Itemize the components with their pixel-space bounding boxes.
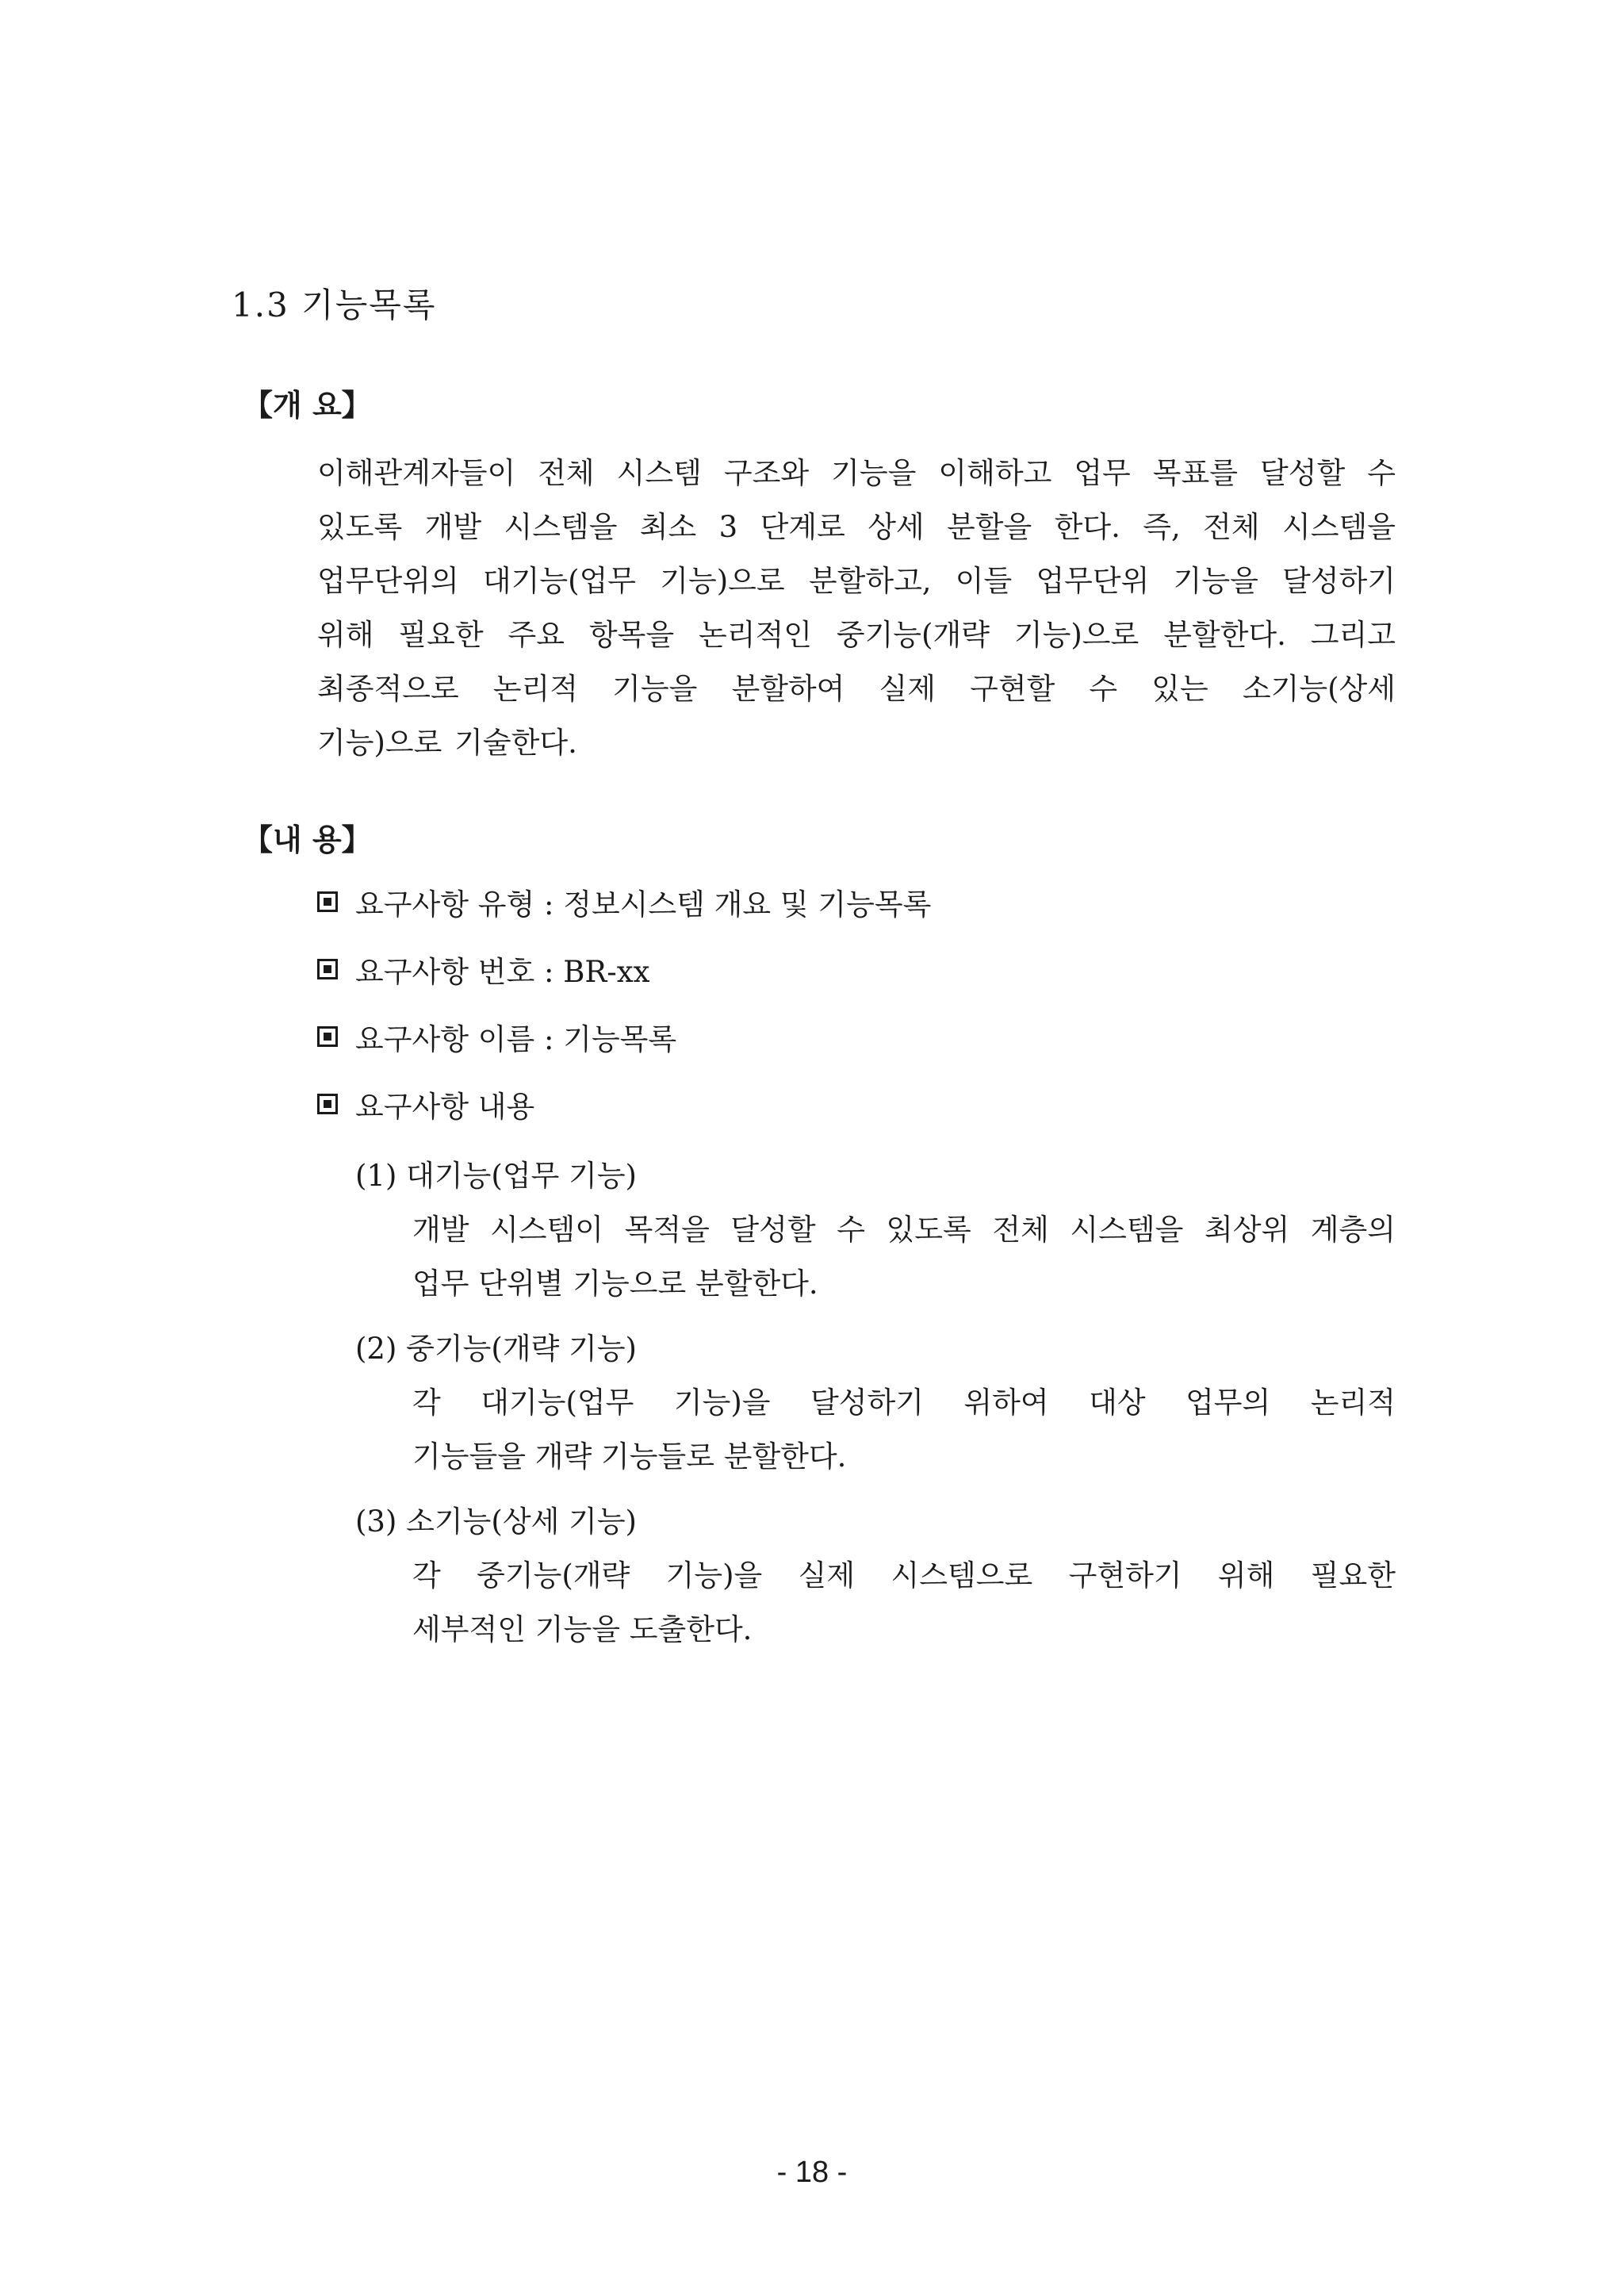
section-title: 1.3 기능목록 (232, 286, 437, 324)
overview-line: 위해 필요한 주요 항목을 논리적인 중기능(개략 기능)으로 분할한다. 그리고 (317, 618, 1396, 652)
overview-line: 있도록 개발 시스템을 최소 3 단계로 상세 분할을 한다. 즉, 전체 시스템을 (317, 510, 1396, 544)
bullet-text: 요구사항 유형 : 정보시스템 개요 및 기능목록 (355, 887, 932, 922)
square-bullet-icon (317, 959, 338, 979)
sub-item-line: 각 대기능(업무 기능)을 달성하기 위하여 대상 업무의 논리적 (412, 1386, 1396, 1420)
bullet-text: 요구사항 내용 (355, 1090, 535, 1124)
content-heading: 【내 용】 (243, 822, 372, 857)
sub-item-line: 개발 시스템이 목적을 달성할 수 있도록 전체 시스템을 최상위 계층의 (412, 1213, 1396, 1247)
sub-item-line: 기능들을 개략 기능들로 분할한다. (412, 1439, 847, 1474)
overview-line: 최종적으로 논리적 기능을 분할하여 실제 구현할 수 있는 소기능(상세 (317, 672, 1396, 706)
sub-item-line: 각 중기능(개략 기능)을 실제 시스템으로 구현하기 위해 필요한 (412, 1558, 1396, 1593)
overview-heading: 【개 요】 (243, 387, 372, 423)
page-number: - 18 - (776, 2156, 848, 2189)
sub-item-heading: (1) 대기능(업무 기능) (355, 1159, 637, 1193)
bullet-item (317, 1015, 676, 1058)
sub-item-heading: (2) 중기능(개략 기능) (355, 1332, 637, 1366)
bullet-item (317, 948, 650, 991)
bullet-text: 요구사항 번호 : BR-xx (355, 955, 650, 989)
bullet-item (317, 1083, 534, 1125)
overview-line: 업무단위의 대기능(업무 기능)으로 분할하고, 이들 업무단위 기능을 달성하기 (317, 564, 1396, 598)
overview-line: 기능)으로 기술한다. (317, 726, 577, 760)
square-bullet-icon (317, 1094, 338, 1114)
sub-item-line: 세부적인 기능을 도출한다. (412, 1612, 753, 1646)
bullet-text: 요구사항 이름 : 기능목록 (355, 1022, 677, 1056)
sub-item-line: 업무 단위별 기능으로 분할한다. (412, 1267, 818, 1301)
bullet-item (317, 880, 931, 923)
overview-line: 이해관계자들이 전체 시스템 구조와 기능을 이해하고 업무 목표를 달성할 수 (317, 456, 1396, 490)
sub-item-heading: (3) 소기능(상세 기능) (355, 1504, 637, 1539)
square-bullet-icon (317, 891, 338, 912)
square-bullet-icon (317, 1026, 338, 1047)
